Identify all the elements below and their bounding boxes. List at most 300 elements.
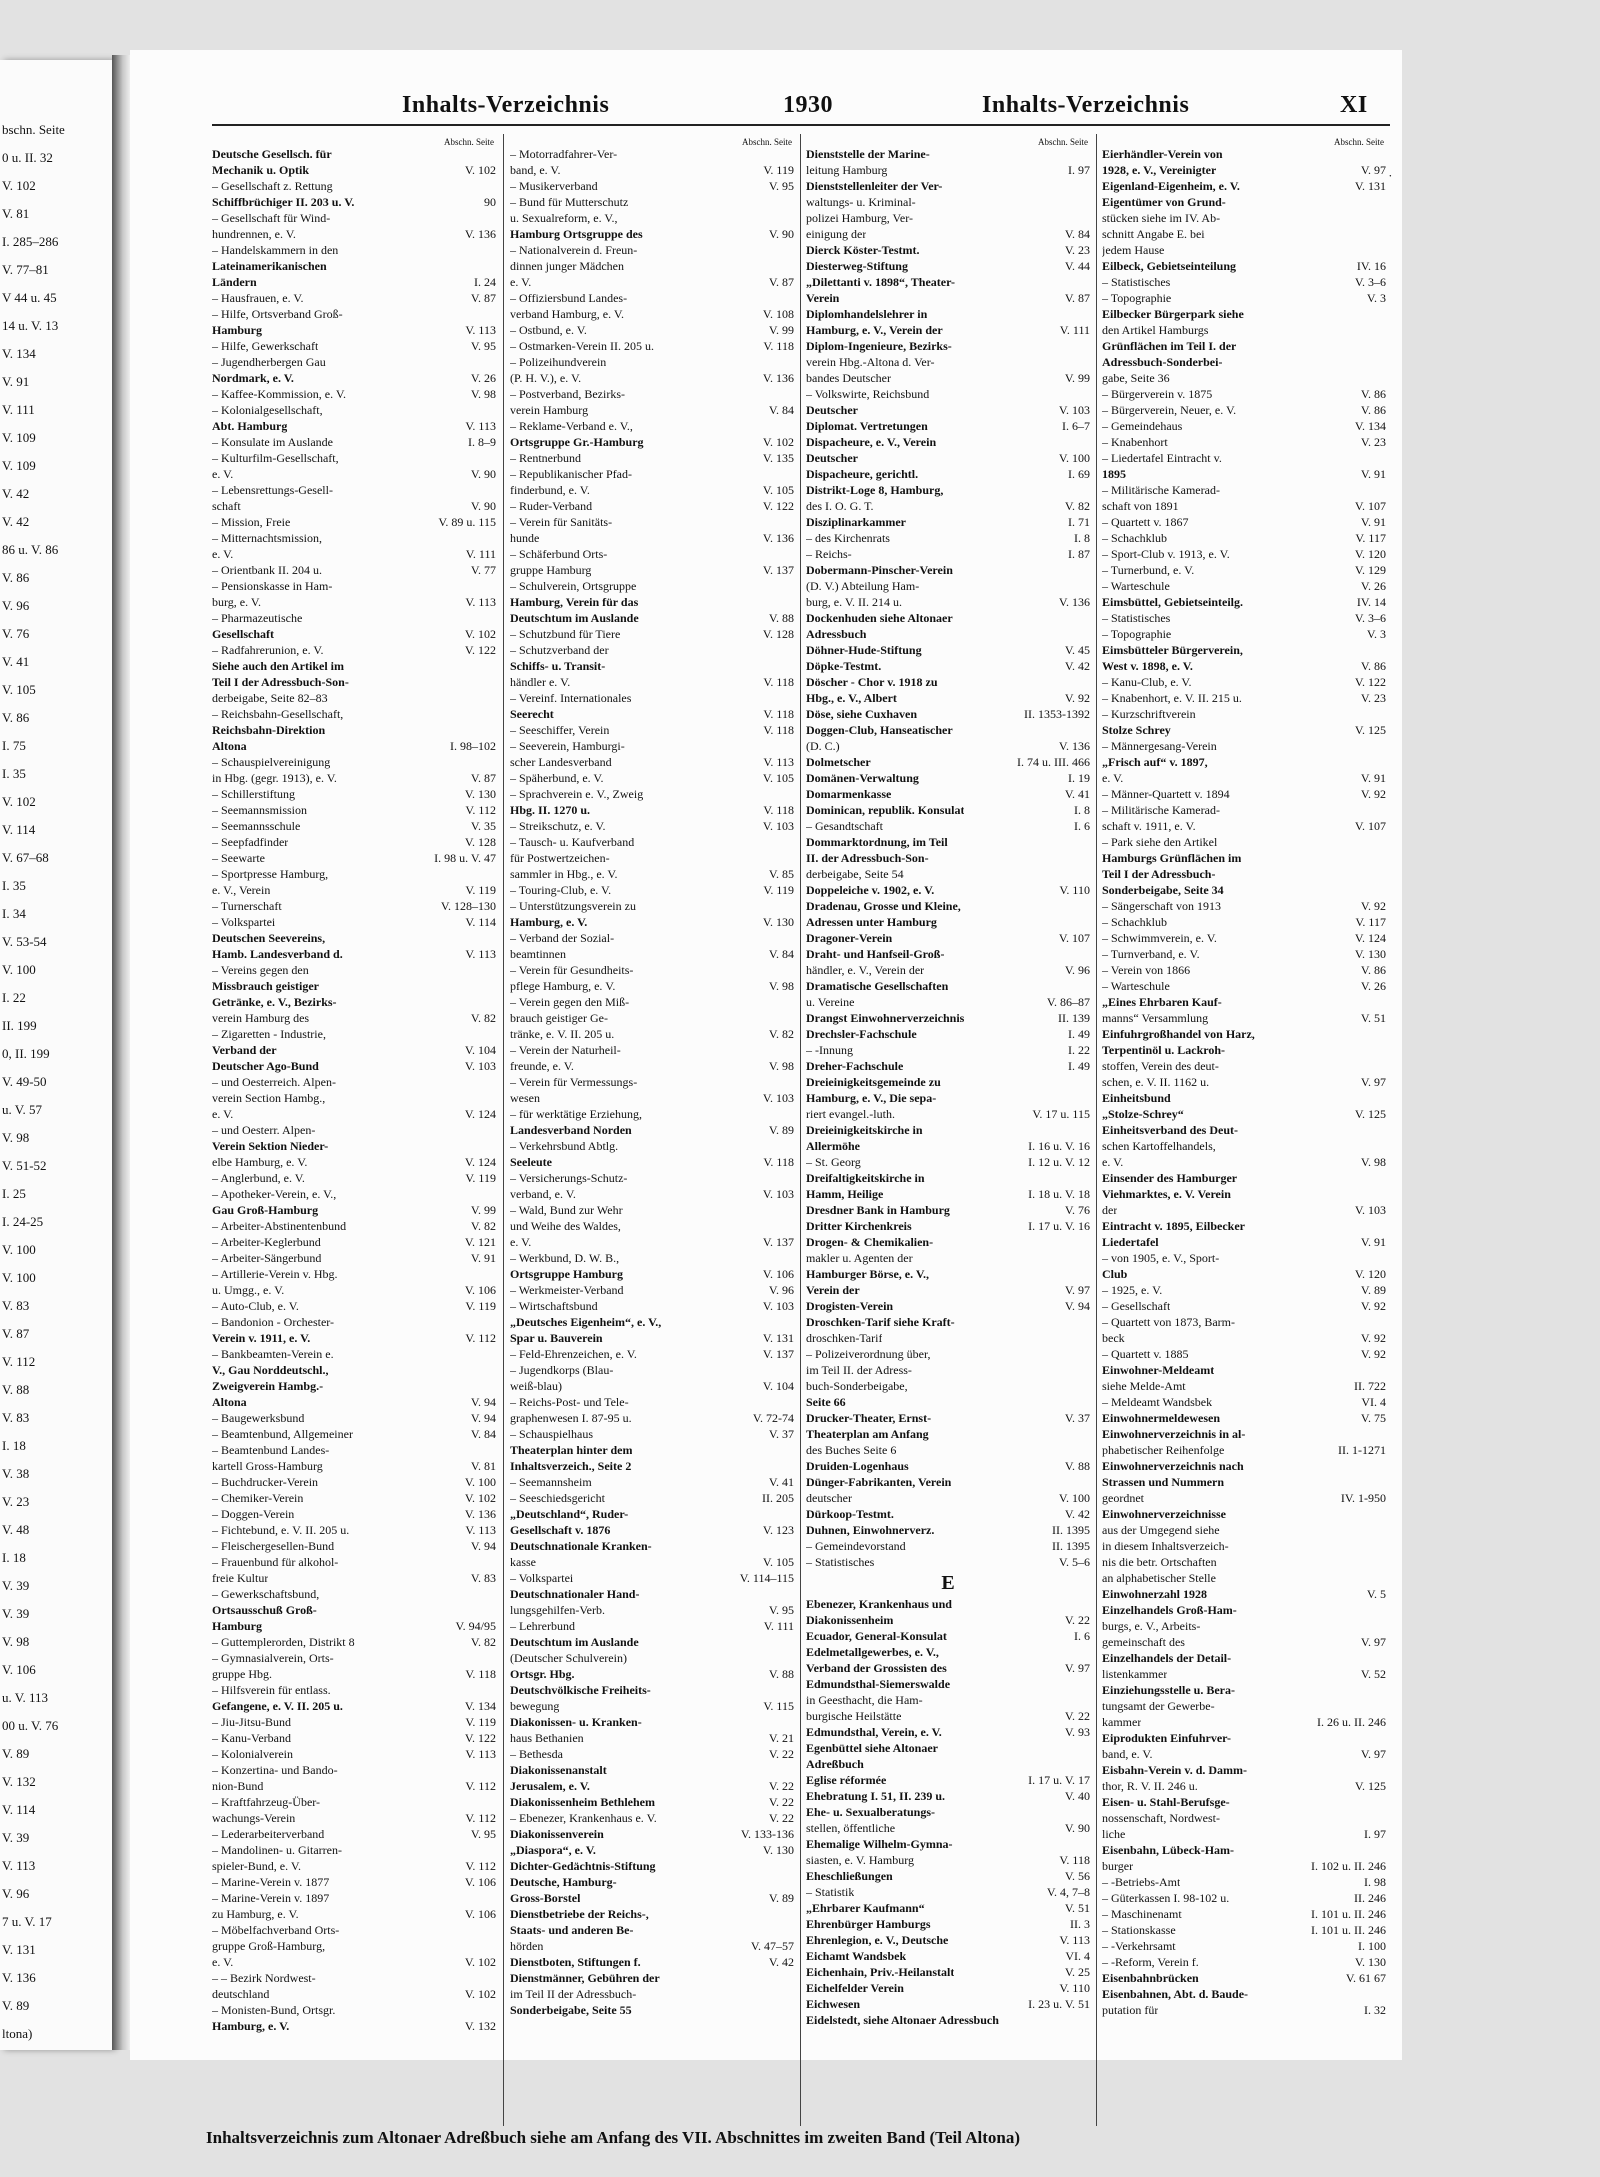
entry-name: Hamburg, e. V., Verein der [806, 323, 943, 337]
index-entry [806, 1106, 1090, 1122]
entry-name: – Polizeihundverein [510, 355, 607, 369]
entry-name: dinnen junger Mädchen [510, 259, 624, 273]
entry-name: geordnet [1102, 1491, 1144, 1505]
index-entry [510, 786, 794, 802]
index-entry [510, 1362, 794, 1378]
entry-name: Eisenbahnen, Abt. d. Baude- [1102, 1987, 1249, 2001]
index-entry [510, 866, 794, 882]
entry-name: Einwohnerverzeichnis nach [1102, 1459, 1244, 1473]
entry-name: – Pensionskasse in Ham- [212, 579, 333, 593]
entry-reference: V. 90 [470, 467, 496, 481]
entry-reference: I. 16 u. V. 16 [1028, 1139, 1090, 1153]
entry-reference: I. 98 [1364, 1875, 1386, 1889]
index-entry [1102, 194, 1386, 210]
entry-name: deutschland [212, 1987, 270, 2001]
index-entry [1102, 162, 1386, 178]
entry-name: – Seemannsheim [510, 1475, 592, 1489]
index-entry [212, 146, 496, 162]
entry-reference: V. 92 [1360, 1347, 1386, 1361]
entry-name: Adreßbuch [806, 1757, 864, 1771]
index-entry [212, 562, 496, 578]
index-entry [510, 1874, 794, 1890]
entry-reference: V. 103 [762, 1091, 794, 1105]
entry-name: Eiprodukten Einfuhrver- [1102, 1731, 1232, 1745]
index-entry [806, 1522, 1090, 1538]
entry-reference: V. 23 [1360, 435, 1386, 449]
entry-name: Eichwesen [806, 1997, 860, 2011]
index-entry [806, 1218, 1090, 1234]
index-entry [212, 994, 496, 1010]
entry-name: verein Hbg.-Altona d. Ver- [806, 355, 935, 369]
page-mark: ˙ [1388, 173, 1393, 188]
entry-name: burgische Heilstätte [806, 1709, 902, 1723]
entry-reference: V. 131 [1354, 179, 1386, 193]
index-entry [510, 1842, 794, 1858]
index-entry [806, 802, 1090, 818]
entry-name: Diakonissenheim Bethlehem [510, 1795, 656, 1809]
entry-reference: I. 24 [474, 275, 496, 289]
entry-name: – Kolonialgesellschaft, [212, 403, 323, 417]
index-entry [510, 1858, 794, 1874]
entry-name: – Verein von 1866 [1102, 963, 1191, 977]
index-entry [806, 1026, 1090, 1042]
entry-name: V., Gau Norddeutschl., [212, 1363, 329, 1377]
index-entry [510, 930, 794, 946]
entry-reference: V. 42 [1064, 1507, 1090, 1521]
entry-name: – Werkmeister-Verband [510, 1283, 624, 1297]
entry-name: Eisen- u. Stahl-Berufsge- [1102, 1795, 1230, 1809]
index-entry [212, 1522, 496, 1538]
entry-reference: V. 91 [1360, 771, 1386, 785]
index-entry [212, 1234, 496, 1250]
index-entry [510, 322, 794, 338]
index-entry [212, 1394, 496, 1410]
entry-name: – Volkspartei [212, 915, 276, 929]
entry-name: – des Kirchenrats [806, 531, 890, 545]
index-entry [806, 1884, 1090, 1900]
entry-name: – Mission, Freie [212, 515, 291, 529]
entry-name: Dreieinigkeitskirche in [806, 1123, 923, 1137]
entry-reference: V. 90 [470, 499, 496, 513]
index-entry [806, 1916, 1090, 1932]
entry-name: in Geesthacht, die Ham- [806, 1693, 923, 1707]
entry-reference: V. 119 [465, 883, 496, 897]
index-entry [806, 1378, 1090, 1394]
left-page-line: V. 109 [2, 458, 36, 473]
index-entry [1102, 1570, 1386, 1586]
entry-reference: VI. 4 [1361, 1395, 1386, 1409]
index-entry [510, 402, 794, 418]
entry-name: – Guttemplerorden, Distrikt 8 [212, 1635, 355, 1649]
entry-name: – Hilfe, Ortsverband Groß- [212, 307, 343, 321]
entry-reference: V. 118 [763, 803, 794, 817]
entry-name: Abt. Hamburg [212, 419, 288, 433]
index-entry [510, 1026, 794, 1042]
entry-reference: V. 135 [762, 451, 794, 465]
index-entry [1102, 770, 1386, 786]
index-entry [806, 1740, 1090, 1756]
entry-name: – Topographie [1102, 627, 1172, 641]
index-entry [806, 914, 1090, 930]
index-entry [1102, 1778, 1386, 1794]
index-entry [1102, 978, 1386, 994]
index-entry [806, 146, 1090, 162]
entry-name: – Schachklub [1102, 915, 1167, 929]
entry-reference: V. 83 [470, 1571, 496, 1585]
left-page-line: V. 39 [2, 1578, 30, 1593]
index-entry [1102, 610, 1386, 626]
entry-reference: I. 8 [1074, 803, 1090, 817]
entry-name: waltungs- u. Kriminal- [806, 195, 916, 209]
index-entry [806, 1836, 1090, 1852]
entry-name: wesen [510, 1091, 540, 1105]
entry-reference: I. 74 u. III. 466 [1017, 755, 1090, 769]
index-entry [510, 1506, 794, 1522]
entry-name: Adressbuch [806, 627, 867, 641]
entry-name: phabetischer Reihenfolge [1102, 1443, 1225, 1457]
left-page-line: V. 113 [2, 1858, 36, 1873]
entry-name: händler, e. V., Verein der [806, 963, 925, 977]
entry-name: Allermöhe [806, 1139, 860, 1153]
entry-reference: V. 82 [470, 1219, 496, 1233]
entry-reference: I. 19 [1068, 771, 1090, 785]
entry-name: Club [1102, 1267, 1128, 1281]
entry-name: siehe Melde-Amt [1102, 1379, 1186, 1393]
entry-name: Altona [212, 1395, 247, 1409]
index-entry [806, 1612, 1090, 1628]
index-entry [510, 1490, 794, 1506]
entry-reference: V. 94 [470, 1395, 496, 1409]
entry-reference: V. 136 [762, 531, 794, 545]
entry-name: „Deutschland“, Ruder- [510, 1507, 629, 1521]
entry-name: (P. H. V.), e. V. [510, 371, 582, 385]
entry-name: Missbrauch geistiger [212, 979, 319, 993]
entry-reference: V. 94/95 [455, 1619, 496, 1633]
entry-name: Döse, siehe Cuxhaven [806, 707, 918, 721]
index-entry [1102, 1746, 1386, 1762]
entry-name: – Park siehe den Artikel [1102, 835, 1218, 849]
index-entry [510, 354, 794, 370]
entry-name: – Kaffee-Kommission, e. V. [212, 387, 346, 401]
entry-name: – Mitternachtsmission, [212, 531, 322, 545]
index-entry [806, 1554, 1090, 1570]
index-entry [510, 802, 794, 818]
entry-name: manns“ Versammlung [1102, 1011, 1209, 1025]
index-entry [1102, 898, 1386, 914]
left-page-line: V. 76 [2, 626, 30, 641]
index-entry [510, 1666, 794, 1682]
left-page-line: I. 285–286 [2, 234, 59, 249]
entry-reference: V. 137 [762, 1347, 794, 1361]
entry-reference: V. 124 [464, 1155, 496, 1169]
entry-name: – Sport-Club v. 1913, e. V. [1102, 547, 1230, 561]
index-entry [1102, 146, 1386, 162]
entry-reference: V. 22 [1064, 1613, 1090, 1627]
entry-reference: V. 136 [1058, 595, 1090, 609]
index-entry [806, 1442, 1090, 1458]
left-page-line: V. 49-50 [2, 1074, 47, 1089]
entry-name: – Jiu-Jitsu-Bund [212, 1715, 292, 1729]
entry-reference: V. 25 [1064, 1965, 1090, 1979]
index-entry [510, 1794, 794, 1810]
index-entry [806, 322, 1090, 338]
index-entry [806, 1644, 1090, 1660]
entry-reference: V. 137 [762, 563, 794, 577]
index-entry [510, 1986, 794, 2002]
entry-name: – Kulturfilm-Gesellschaft, [212, 451, 339, 465]
entry-reference: V. 110 [1059, 883, 1090, 897]
index-entry [212, 1170, 496, 1186]
entry-name: Sonderbeigabe, Seite 55 [510, 2003, 632, 2017]
entry-name: elbe Hamburg, e. V. [212, 1155, 308, 1169]
index-entry [1102, 1218, 1386, 1234]
entry-name: – -Innung [806, 1043, 853, 1057]
entry-name: verein Section Hambg., [212, 1091, 326, 1105]
left-page-line: V. 105 [2, 682, 36, 697]
entry-name: Droschken-Tarif siehe Kraft- [806, 1315, 955, 1329]
index-entry [212, 946, 496, 962]
index-entry [212, 162, 496, 178]
left-page-line: ltona) [2, 2026, 33, 2041]
index-entry [806, 466, 1090, 482]
entry-name: Draht- und Hanfseil-Groß- [806, 947, 945, 961]
entry-name: Deutscher [806, 451, 858, 465]
index-entry [806, 386, 1090, 402]
entry-name: Dominican, republik. Konsulat [806, 803, 965, 817]
entry-name: – Schutzverband der [510, 643, 609, 657]
entry-name: – und Oesterreich. Alpen- [212, 1075, 336, 1089]
entry-reference: V. 122 [464, 643, 496, 657]
entry-reference: V. 136 [762, 371, 794, 385]
entry-name: – Schauspielhaus [510, 1427, 593, 1441]
entry-reference: V. 102 [762, 435, 794, 449]
index-entry [806, 1362, 1090, 1378]
entry-reference: I. 71 [1068, 515, 1090, 529]
entry-reference: V. 120 [1354, 547, 1386, 561]
entry-name: Einheitsbund [1102, 1091, 1171, 1105]
entry-name: Verein der [806, 1283, 860, 1297]
entry-reference: V. 118 [763, 339, 794, 353]
entry-name: Dürkoop-Testmt. [806, 1507, 894, 1521]
index-entry [212, 1586, 496, 1602]
entry-reference: V. 100 [1058, 451, 1090, 465]
entry-name: – Männer-Quartett v. 1894 [1102, 787, 1230, 801]
index-entry [1102, 1106, 1386, 1122]
entry-reference: V. 84 [470, 1427, 496, 1441]
entry-name: Verband der Grossisten des [806, 1661, 947, 1675]
entry-name: „Ehrbarer Kaufmann“ [806, 1901, 925, 1915]
entry-name: riert evangel.-luth. [806, 1107, 895, 1121]
entry-reference: V. 105 [762, 1555, 794, 1569]
index-entry [806, 450, 1090, 466]
index-entry [806, 978, 1090, 994]
entry-name: Hamburg [212, 323, 263, 337]
index-entry [806, 562, 1090, 578]
index-entry [212, 434, 496, 450]
index-entry [510, 1298, 794, 1314]
index-entry [1102, 562, 1386, 578]
entry-name: verband, e. V. [510, 1187, 576, 1201]
entry-name: Grünflächen im Teil I. der [1102, 339, 1237, 353]
index-entry [510, 386, 794, 402]
left-page-line: I. 18 [2, 1550, 26, 1565]
entry-reference: V. 98 [768, 1059, 794, 1073]
index-entry [1102, 1666, 1386, 1682]
entry-name: – Bankbeamten-Verein e. [212, 1347, 334, 1361]
left-page-line: bschn. Seite [2, 122, 65, 137]
entry-reference: I. 101 u. II. 246 [1311, 1923, 1386, 1937]
index-entry [510, 306, 794, 322]
index-entry [1102, 1170, 1386, 1186]
index-entry [806, 658, 1090, 674]
index-entry [1102, 882, 1386, 898]
entry-name: – Seeverein, Hamburgi- [510, 739, 625, 753]
entry-name: Gesellschaft [212, 627, 274, 641]
entry-name: band, e. V. [1102, 1747, 1153, 1761]
entry-name: Eichenhain, Priv.-Heilanstalt [806, 1965, 955, 1979]
index-entry [510, 1538, 794, 1554]
entry-reference: V. 91 [1360, 467, 1386, 481]
entry-reference: II. 1-1271 [1338, 1443, 1386, 1457]
entry-reference: V. 88 [768, 611, 794, 625]
entry-name: – Schwimmverein, e. V. [1102, 931, 1217, 945]
entry-name: – von 1905, e. V., Sport- [1102, 1251, 1220, 1265]
index-entry [806, 754, 1090, 770]
index-entry [1102, 930, 1386, 946]
index-entry [212, 1474, 496, 1490]
index-entry [1102, 178, 1386, 194]
left-page-line: I. 18 [2, 1438, 26, 1453]
entry-reference: V. 88 [768, 1667, 794, 1681]
entry-name: Dradenau, Grosse und Kleine, [806, 899, 961, 913]
entry-reference: V. 113 [763, 755, 794, 769]
entry-reference: V. 3 [1366, 627, 1386, 641]
entry-reference: I. 97 [1364, 1827, 1386, 1841]
index-entry [1102, 1026, 1386, 1042]
index-entry [510, 1122, 794, 1138]
index-entry [212, 770, 496, 786]
entry-reference: V. 128 [464, 835, 496, 849]
entry-name: kammer [1102, 1715, 1142, 1729]
index-entry [510, 1682, 794, 1698]
entry-name: sammler in Hbg., e. V. [510, 867, 618, 881]
entry-name: Stolze Schrey [1102, 723, 1171, 737]
index-entry [1102, 450, 1386, 466]
index-entry [212, 274, 496, 290]
index-entry [510, 1394, 794, 1410]
entry-name: – Ostbund, e. V. [510, 323, 587, 337]
entry-name: Verband der [212, 1043, 277, 1057]
index-entry [806, 1900, 1090, 1916]
entry-name: – Reklame-Verband e. V., [510, 419, 633, 433]
index-entry [806, 690, 1090, 706]
index-entry [806, 1058, 1090, 1074]
entry-name: Ortsgr. Hbg. [510, 1667, 575, 1681]
entry-name: – Verband der Sozial- [510, 931, 615, 945]
index-entry [1102, 418, 1386, 434]
index-entry [212, 1218, 496, 1234]
entry-name: Gau Groß-Hamburg [212, 1203, 319, 1217]
entry-reference: V. 87 [470, 771, 496, 785]
index-entry [806, 1724, 1090, 1740]
index-entry [1102, 1346, 1386, 1362]
entry-reference: V. 119 [763, 163, 794, 177]
entry-name: Deutschen Seevereins, [212, 931, 326, 945]
entry-name: – Seemannsmission [212, 803, 307, 817]
index-entry [212, 386, 496, 402]
entry-reference: V. 93 [1064, 1725, 1090, 1739]
entry-name: – Handelskammern in den [212, 243, 339, 257]
index-entry [212, 530, 496, 546]
entry-name: und Weihe des Waldes, [510, 1219, 621, 1233]
entry-reference: V. 85 [768, 867, 794, 881]
index-entry [212, 1970, 496, 1986]
left-page-line: V. 77–81 [2, 262, 49, 277]
entry-name: Terpentinöl u. Lackroh- [1102, 1043, 1226, 1057]
index-entry [806, 642, 1090, 658]
entry-reference: V. 56 [1064, 1869, 1090, 1883]
column-divider [800, 134, 801, 2126]
entry-reference: V. 40 [1064, 1789, 1090, 1803]
entry-name: – Schutzbund für Tiere [510, 627, 621, 641]
entry-name: tränke, e. V. II. 205 u. [510, 1027, 615, 1041]
index-entry [1102, 1458, 1386, 1474]
entry-name: Teil I der Adressbuch-Son- [212, 675, 349, 689]
entry-reference: I. 17 u. V. 16 [1028, 1219, 1090, 1233]
entry-reference: II. 3 [1070, 1917, 1090, 1931]
entry-reference: V. 103 [1058, 403, 1090, 417]
entry-name: – Stationskasse [1102, 1923, 1176, 1937]
index-entry [212, 1762, 496, 1778]
index-entry [806, 1772, 1090, 1788]
entry-reference: V. 136 [464, 227, 496, 241]
entry-name: Gross-Borstel [510, 1891, 581, 1905]
index-entry [1102, 210, 1386, 226]
index-entry [510, 658, 794, 674]
left-page-line: V 44 u. 45 [2, 290, 57, 305]
entry-reference: V. 137 [762, 1235, 794, 1249]
entry-reference: V. 5–6 [1058, 1555, 1090, 1569]
entry-name: Drucker-Theater, Ernst- [806, 1411, 932, 1425]
index-entry [1102, 1410, 1386, 1426]
index-entry [806, 530, 1090, 546]
entry-name: Einsender des Hamburger [1102, 1171, 1238, 1185]
index-column-2 [510, 134, 794, 2018]
index-entry [806, 338, 1090, 354]
left-page-line: V. 100 [2, 962, 36, 977]
entry-reference: V. 97 [1064, 1661, 1090, 1675]
entry-name: – Verkehrsbund Abtlg. [510, 1139, 619, 1153]
index-entry [212, 850, 496, 866]
index-entry [510, 1730, 794, 1746]
entry-name: – Konsulate im Auslande [212, 435, 333, 449]
entry-reference: V. 102 [464, 1987, 496, 2001]
index-entry [510, 594, 794, 610]
index-entry [212, 1730, 496, 1746]
entry-reference: V. 103 [762, 1187, 794, 1201]
entry-name: hunde [510, 531, 540, 545]
index-entry [212, 738, 496, 754]
entry-reference: V. 75 [1360, 1411, 1386, 1425]
entry-reference: V. 91 [470, 1251, 496, 1265]
entry-reference: V. 51 [1064, 1901, 1090, 1915]
entry-name: Eierhändler-Verein von [1102, 147, 1223, 161]
entry-name: thor, R. V. II. 246 u. [1102, 1779, 1198, 1793]
index-entry [806, 1788, 1090, 1804]
index-entry [806, 1692, 1090, 1708]
entry-reference: V. 41 [1064, 787, 1090, 801]
entry-reference: II. 246 [1354, 1891, 1386, 1905]
